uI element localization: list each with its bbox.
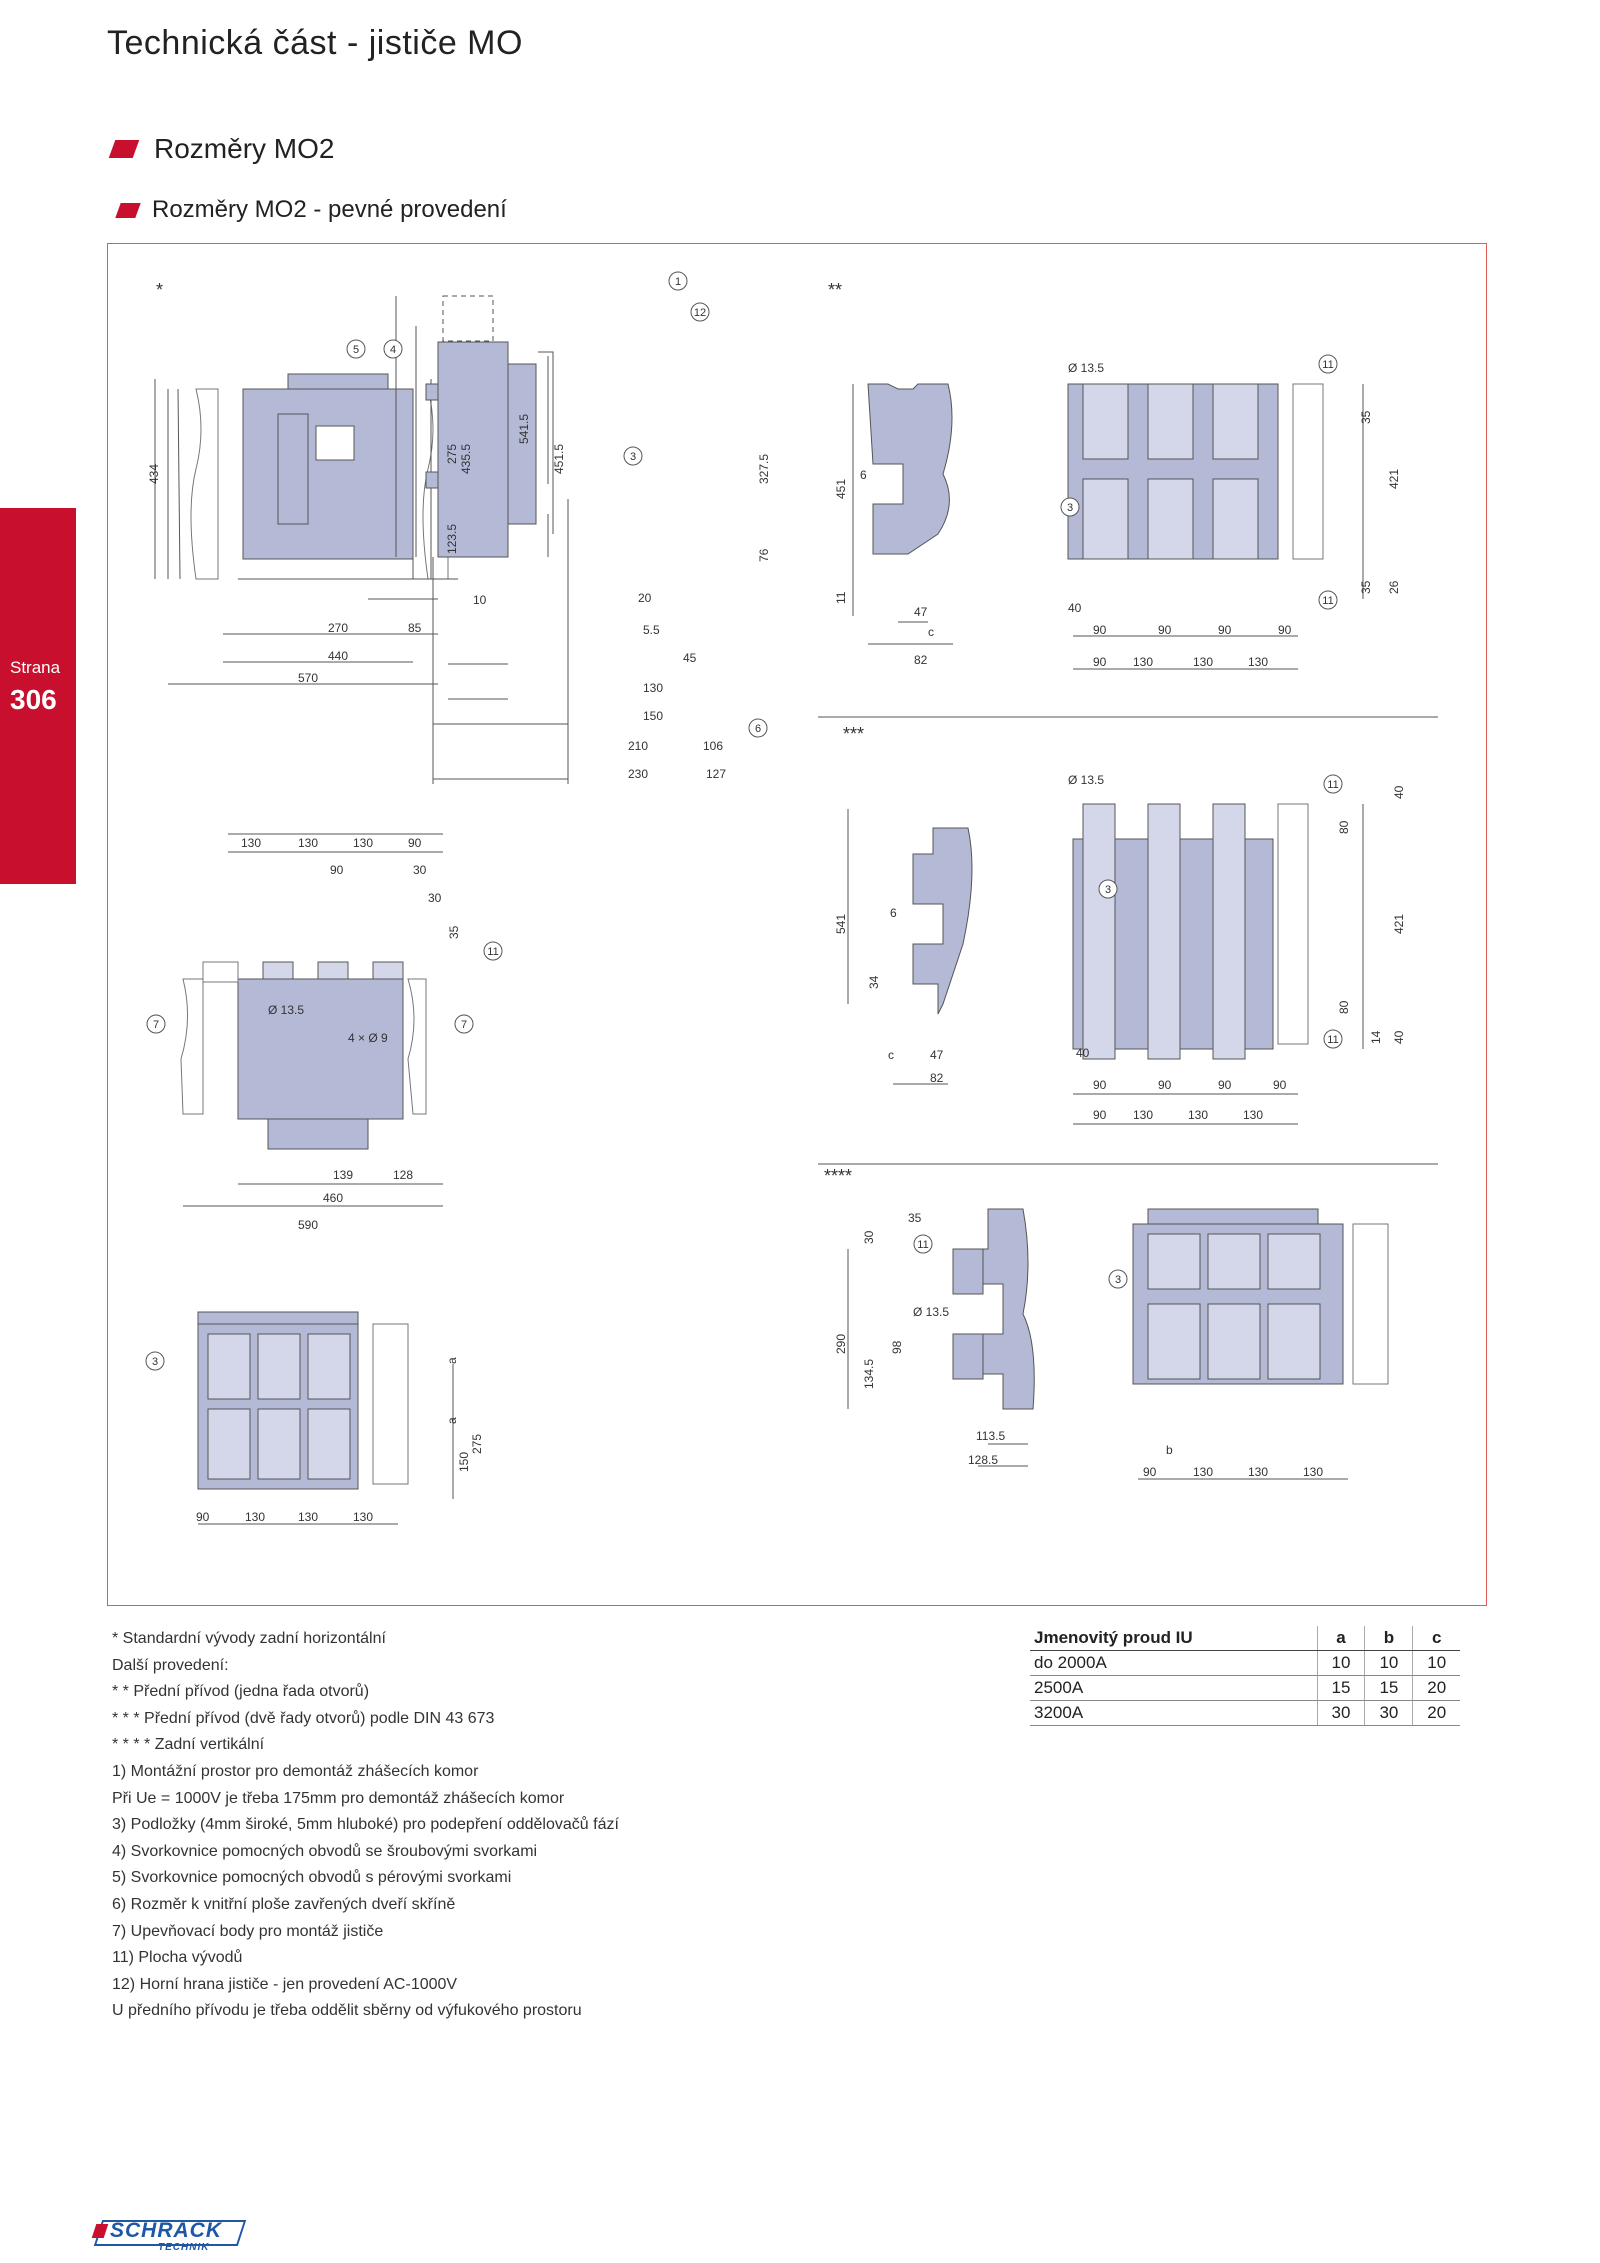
dim-label: 90 [408,836,422,850]
dim-label: 130 [643,681,664,695]
callout-3: 3 [1066,502,1074,514]
dim-label: 90 [1143,1465,1157,1479]
logo-text: SCHRACK [110,2219,222,2242]
subsection-heading [118,196,507,224]
footnote: * * Přední přívod (jedna řada otvorů) [112,1683,370,1701]
table-cell: do 2000A [1030,1651,1317,1676]
dim-label: 35 [1359,410,1373,424]
subsection-title: Rozměry MO2 - pevné provedení [152,196,507,223]
dim-label: 82 [930,1071,944,1085]
dim-label: 10 [473,593,487,607]
section-marker-standard: * [156,280,164,300]
section-heading [112,133,334,165]
dim-label: 130 [1188,1108,1209,1122]
dim-label: 451 [834,478,848,499]
dim-label: 90 [1273,1078,1287,1092]
bullet-icon [109,140,140,158]
dim-label: 30 [428,891,442,905]
dim-label: a [445,1417,459,1424]
callout-3: 3 [1114,1274,1122,1286]
dim-label: 210 [628,739,649,753]
dim-label: 541 [834,913,848,934]
dim-label: c [888,1048,894,1062]
dim-label: 5.5 [643,623,660,637]
callout-11: 11 [917,1239,929,1251]
dim-label: 90 [330,863,344,877]
callout-3: 3 [1104,884,1112,896]
dim-label: 130 [353,836,374,850]
dim-label: 275 [470,1433,484,1454]
dim-label: Ø 13.5 [1068,361,1105,375]
dim-label: 421 [1387,468,1401,489]
footnote: * * * * Zadní vertikální [112,1736,265,1754]
dim-label: 327.5 [757,453,771,484]
callout-11: 11 [1327,779,1339,791]
dim-label: 127 [706,767,727,781]
dim-label: 130 [241,836,262,850]
dim-label: 570 [298,671,319,685]
dim-label: 139 [333,1168,354,1182]
section-marker-front-one-row: ** [828,280,843,300]
table-cell: 10 [1365,1651,1413,1676]
dim-label: Ø 13.5 [913,1305,950,1319]
dim-label: 85 [408,621,422,635]
dim-label: 130 [245,1510,266,1524]
dim-label: 123.5 [445,523,459,554]
callout-3: 3 [151,1356,159,1368]
table-cell: 2500A [1030,1676,1317,1701]
dim-label: 128.5 [968,1453,999,1467]
callout-11: 11 [1327,1034,1339,1046]
section-marker-front-two-rows: *** [843,724,865,744]
table-row [1030,1651,1460,1676]
callout-5: 5 [352,344,360,356]
page-number: 306 [10,684,57,715]
callout-12: 12 [693,307,707,319]
dim-label: 130 [1193,1465,1214,1479]
footnote: 12) Horní hrana jističe - jen provedení AC-1000V [112,1975,458,1993]
table-header: a [1317,1626,1365,1651]
dim-label: 130 [1133,1108,1154,1122]
dim-label: 130 [298,836,319,850]
callout-4: 4 [389,344,397,356]
dim-label: 11 [834,591,848,604]
dim-label: 34 [867,975,881,989]
dim-label: 590 [298,1218,319,1232]
footnote: 5) Svorkovnice pomocných obvodů s pérovými svorkami [112,1869,512,1887]
dim-label: 150 [643,709,664,723]
footnote: 1) Montážní prostor pro demontáž zhášecích komor [112,1762,479,1780]
table-cell: 15 [1317,1676,1365,1701]
footnote: Další provedení: [112,1656,229,1674]
table-cell: 3200A [1030,1701,1317,1726]
dim-label: 113.5 [976,1429,1006,1443]
footnote: 6) Rozměr k vnitřní ploše zavřených dveří skříně [112,1895,456,1913]
footnote: 3) Podložky (4mm široké, 5mm hluboké) pro podepření oddělovačů fází [112,1816,619,1834]
footnote: * * * Přední přívod (dvě řady otvorů) podle DIN 43 673 [112,1709,495,1727]
callout-11: 11 [487,946,499,958]
logo-subtext: TECHNIK [158,2242,210,2253]
page-title: Technická část - jističe MO [107,24,523,62]
dim-label: 30 [413,863,427,877]
table-header: c [1413,1626,1460,1651]
schrack-logo [98,2220,248,2254]
dim-label: 90 [1218,1078,1232,1092]
dim-label: 460 [323,1191,344,1205]
table-cell: 20 [1413,1701,1460,1726]
footnote: U předního přívodu je třeba oddělit sběrny od výfukového prostoru [112,2002,582,2020]
dim-label: 134.5 [862,1358,876,1389]
dim-label: 47 [914,605,928,619]
table-cell: 15 [1365,1676,1413,1701]
dim-label: Ø 13.5 [268,1003,305,1017]
dim-label: 20 [638,591,652,605]
dim-label: 130 [1248,655,1269,669]
bullet-icon [115,203,140,218]
dim-label: 40 [1068,601,1082,615]
dim-label: 130 [353,1510,374,1524]
page-tab [0,508,76,884]
dim-label: 6 [890,906,897,920]
dim-label: 130 [1133,655,1154,669]
dim-label: 76 [757,548,771,562]
dim-label: a [445,1357,459,1364]
callout-7: 7 [152,1019,160,1031]
dim-label: 440 [328,649,349,663]
dim-label: 421 [1392,913,1406,934]
dim-label: 90 [1158,623,1172,637]
dim-label: 80 [1337,820,1351,834]
footnote: 7) Upevňovací body pro montáž jističe [112,1922,384,1940]
dim-label: 45 [683,651,697,665]
table-cell: 30 [1317,1701,1365,1726]
dim-label: 80 [1337,1000,1351,1014]
table-header: Jmenovitý proud IU [1030,1626,1317,1651]
dim-label: 290 [834,1333,848,1354]
dim-label: 270 [328,621,349,635]
table-header-row [1030,1626,1460,1651]
dim-label: 47 [930,1048,944,1062]
footnote: * Standardní vývody zadní horizontální [112,1630,386,1647]
table-row [1030,1701,1460,1726]
callout-6: 6 [754,723,762,735]
dim-label: 90 [1093,1108,1107,1122]
dimension-drawing [107,243,1487,1606]
footnotes [112,1626,1012,2025]
dim-label: 98 [890,1340,904,1354]
dim-label: 35 [1359,580,1373,594]
dim-label: 6 [860,468,867,482]
dim-label: 541.5 [517,413,531,444]
rated-current-table [1030,1626,1460,1726]
dim-label: 40 [1076,1046,1090,1060]
dim-label: 434 [147,463,161,484]
page-tab-label: Strana [10,658,61,677]
dim-label: 275 [445,443,459,464]
dim-label: 90 [1158,1078,1172,1092]
dim-label: 14 [1369,1030,1383,1044]
dim-label: 150 [457,1451,471,1472]
callout-11: 11 [1322,595,1334,607]
callout-1: 1 [674,276,682,288]
footnote: 4) Svorkovnice pomocných obvodů se šroubovými svorkami [112,1842,538,1860]
dim-label: 35 [447,925,461,939]
dim-label: 90 [1093,655,1107,669]
section-marker-rear-vertical: **** [824,1166,853,1186]
dim-label: 40 [1392,785,1406,799]
dim-label: 130 [1303,1465,1324,1479]
dim-label: 435.5 [459,443,473,474]
table-cell: 30 [1365,1701,1413,1726]
callout-11: 11 [1322,359,1334,371]
dim-label: 82 [914,653,928,667]
dim-label: 90 [1093,1078,1107,1092]
dim-label: 130 [1248,1465,1269,1479]
dim-label: 130 [1193,655,1214,669]
dim-label: 4 × Ø 9 [348,1031,388,1045]
dim-label: 90 [1218,623,1232,637]
dim-label: 90 [1278,623,1292,637]
dim-label: 128 [393,1168,414,1182]
dim-label: 230 [628,767,649,781]
callout-7: 7 [460,1019,468,1031]
footnote: Při Ue = 1000V je třeba 175mm pro demontáž zhášecích komor [112,1789,565,1807]
dim-label: 35 [908,1211,922,1225]
table-cell: 10 [1413,1651,1460,1676]
dim-label: c [928,625,934,639]
dim-label: 130 [298,1510,319,1524]
dim-label: 30 [862,1230,876,1244]
dim-label: 26 [1387,580,1401,594]
table-cell: 20 [1413,1676,1460,1701]
dim-label: 90 [1093,623,1107,637]
dim-label: Ø 13.5 [1068,773,1105,787]
dim-label: 451.5 [552,443,566,474]
dim-label: b [1166,1443,1173,1457]
dim-label: 40 [1392,1030,1406,1044]
table-header: b [1365,1626,1413,1651]
footnote: 11) Plocha vývodů [112,1949,243,1967]
callout-3: 3 [629,451,637,463]
dim-label: 90 [196,1510,210,1524]
section-title: Rozměry MO2 [154,133,335,164]
table-cell: 10 [1317,1651,1365,1676]
dim-label: 106 [703,739,724,753]
table-row [1030,1676,1460,1701]
dim-label: 130 [1243,1108,1264,1122]
